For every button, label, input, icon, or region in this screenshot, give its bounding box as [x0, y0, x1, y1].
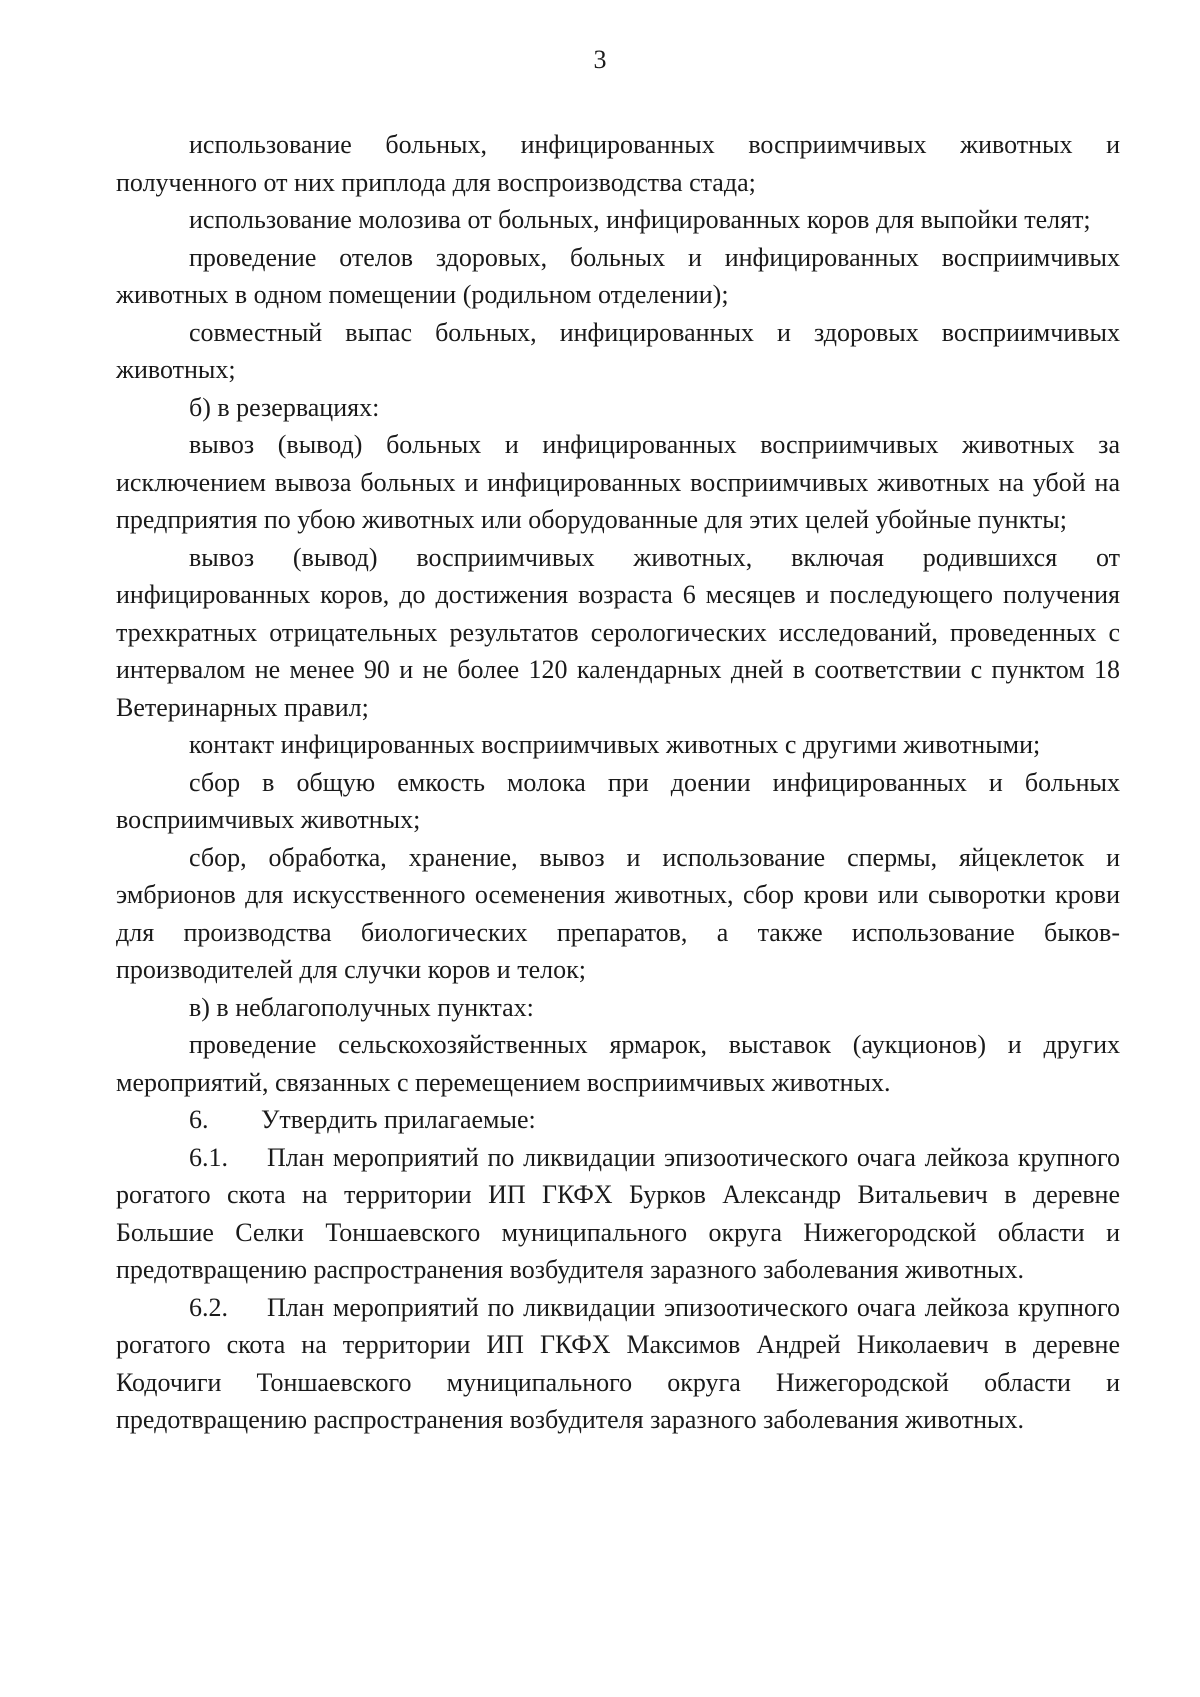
paragraph: вывоз (вывод) восприимчивых животных, включая родившихся от инфицированных коров, до достижения возраста 6 месяцев и последующего получения трехкратных отрицательных результатов серологических исследований, проведенных с интервалом не менее 90 и не более 120 календарных дней в соответствии с пунктом 18 Ветеринарных правил;: [116, 542, 1120, 722]
paragraph: сбор, обработка, хранение, вывоз и использование спермы, яйцеклеток и эмбрионов для искусственного осеменения животных, сбор крови или сыворотки крови для производства биологических препаратов, а также использование быков-производителей для случки коров и телок;: [116, 842, 1120, 984]
item-number: 6.1.: [189, 1142, 228, 1172]
paragraph: проведение отелов здоровых, больных и инфицированных восприимчивых животных в одном помещении (родильном отделении);: [116, 242, 1120, 309]
paragraph: проведение сельскохозяйственных ярмарок, выставок (аукционов) и других мероприятий, связанных с перемещением восприимчивых животных.: [116, 1030, 1120, 1097]
numbered-item-6: [116, 1101, 1120, 1139]
document-body: [116, 126, 1120, 1439]
paragraph: использование молозива от больных, инфицированных коров для выпойки телят;: [189, 205, 1091, 234]
paragraph: вывоз (вывод) больных и инфицированных восприимчивых животных за исключением вывоза больных и инфицированных восприимчивых животных на убой на предприятия по убою животных или оборудованные для этих целей убойные пункты;: [116, 430, 1120, 534]
paragraph-subheading: в) в неблагополучных пунктах:: [189, 992, 534, 1022]
paragraph-subheading: б) в резервациях:: [189, 392, 380, 422]
numbered-item-6-2: [116, 1289, 1120, 1439]
item-text: План мероприятий по ликвидации эпизоотического очага лейкоза крупного рогатого скота на территории ИП ГКФХ Бурков Александр Витальевич в деревне Большие Селки Тоншаевского муниципального округа Нижегородской области и предотвращению распространения возбудителя заразного заболевания животных.: [116, 1142, 1120, 1284]
paragraph: совместный выпас больных, инфицированных и здоровых восприимчивых животных;: [116, 317, 1120, 384]
item-number: 6.: [189, 1105, 209, 1134]
page-number: 3: [593, 45, 607, 74]
numbered-item-6-1: [116, 1139, 1120, 1289]
item-number: 6.2.: [189, 1292, 228, 1322]
item-text: Утвердить прилагаемые:: [261, 1105, 536, 1134]
paragraph: использование больных, инфицированных восприимчивых животных и полученного от них приплода для воспроизводства стада;: [116, 130, 1120, 197]
paragraph: контакт инфицированных восприимчивых животных с другими животными;: [189, 730, 1041, 759]
paragraph: сбор в общую емкость молока при доении инфицированных и больных восприимчивых животных;: [116, 767, 1120, 834]
item-text: План мероприятий по ликвидации эпизоотического очага лейкоза крупного рогатого скота на территории ИП ГКФХ Максимов Андрей Николаевич в деревне Кодочиги Тоншаевского муниципального округа Нижегородской области и предотвращению распространения возбудителя заразного заболевания животных.: [116, 1292, 1120, 1434]
